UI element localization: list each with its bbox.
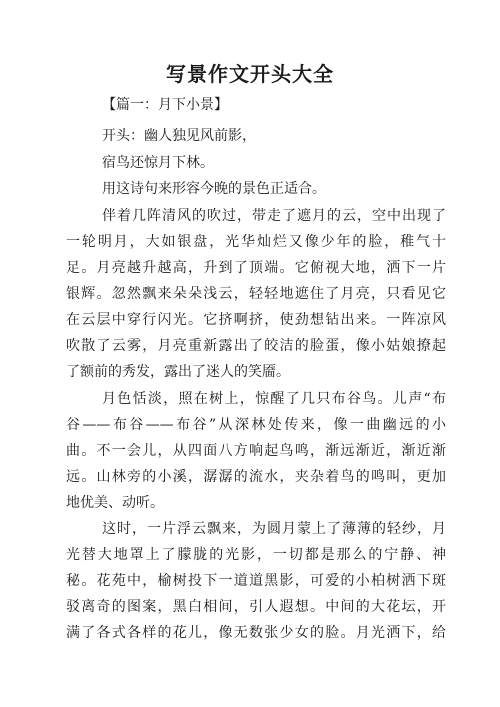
document-title: 写景作文开头大全 [166,62,334,86]
paragraph-line: 驳离奇的图案，黑白相间，引人遐想。中间的大花坛，开 [66,599,446,615]
section-heading: 【篇一：月下小景】 [102,97,228,113]
intro-line: 用这诗句来形容今晚的景色正适合。 [102,181,326,197]
paragraph-line: 月色恬淡，照在树上，惊醒了几只布谷鸟。儿声“布 [102,391,446,407]
paragraph-line: 曲。不一会儿，从四面八方响起鸟鸣，渐远渐近，渐近渐 [66,443,446,459]
paragraph-line: 光替大地罩上了朦胧的光影，一切都是那么的宁静、神 [66,547,446,563]
paragraph-line: 这时，一片浮云飘来，为圆月蒙上了薄薄的轻纱，月 [102,521,446,537]
paragraph-line: 吹散了云雾，月亮重新露出了皎洁的脸蛋，像小姑娘撩起 [66,338,446,354]
paragraph-line: 地优美、动听。 [66,495,164,511]
paragraph-line: 了额前的秀发，露出了迷人的笑靥。 [66,364,290,380]
intro-lead: 开头：幽人独见风前影， [102,128,256,144]
paragraph-line: 满了各式各样的花儿，像无数张少女的脸。月光洒下，给 [66,625,446,641]
paragraph-line: 伴着几阵清风的吹过，带走了遮月的云，空中出现了 [102,208,446,224]
paragraph-line: 足。月亮越升越高，升到了顶端。它俯视大地，洒下一片 [66,260,446,276]
paragraph-line: 谷——布谷——布谷”从深林处传来，像一曲幽远的小 [66,417,446,433]
paragraph-line: 秘。花苑中，榆树投下一道道黑影，可爱的小柏树洒下斑 [66,573,446,589]
paragraph-line: 在云层中穿行闪光。它挤啊挤，使劲想钻出来。一阵凉风 [66,312,446,328]
paragraph-line: 一轮明月，大如银盘，光华灿烂又像少年的脸，稚气十 [66,234,446,250]
paragraph-line: 远。山林旁的小溪，潺潺的流水，夹杂着鸟的鸣叫，更加 [66,469,446,485]
paragraph-line: 银辉。忽然飘来朵朵浅云，轻轻地遮住了月亮，只看见它 [66,286,446,302]
intro-line: 宿鸟还惊月下林。 [102,155,214,171]
